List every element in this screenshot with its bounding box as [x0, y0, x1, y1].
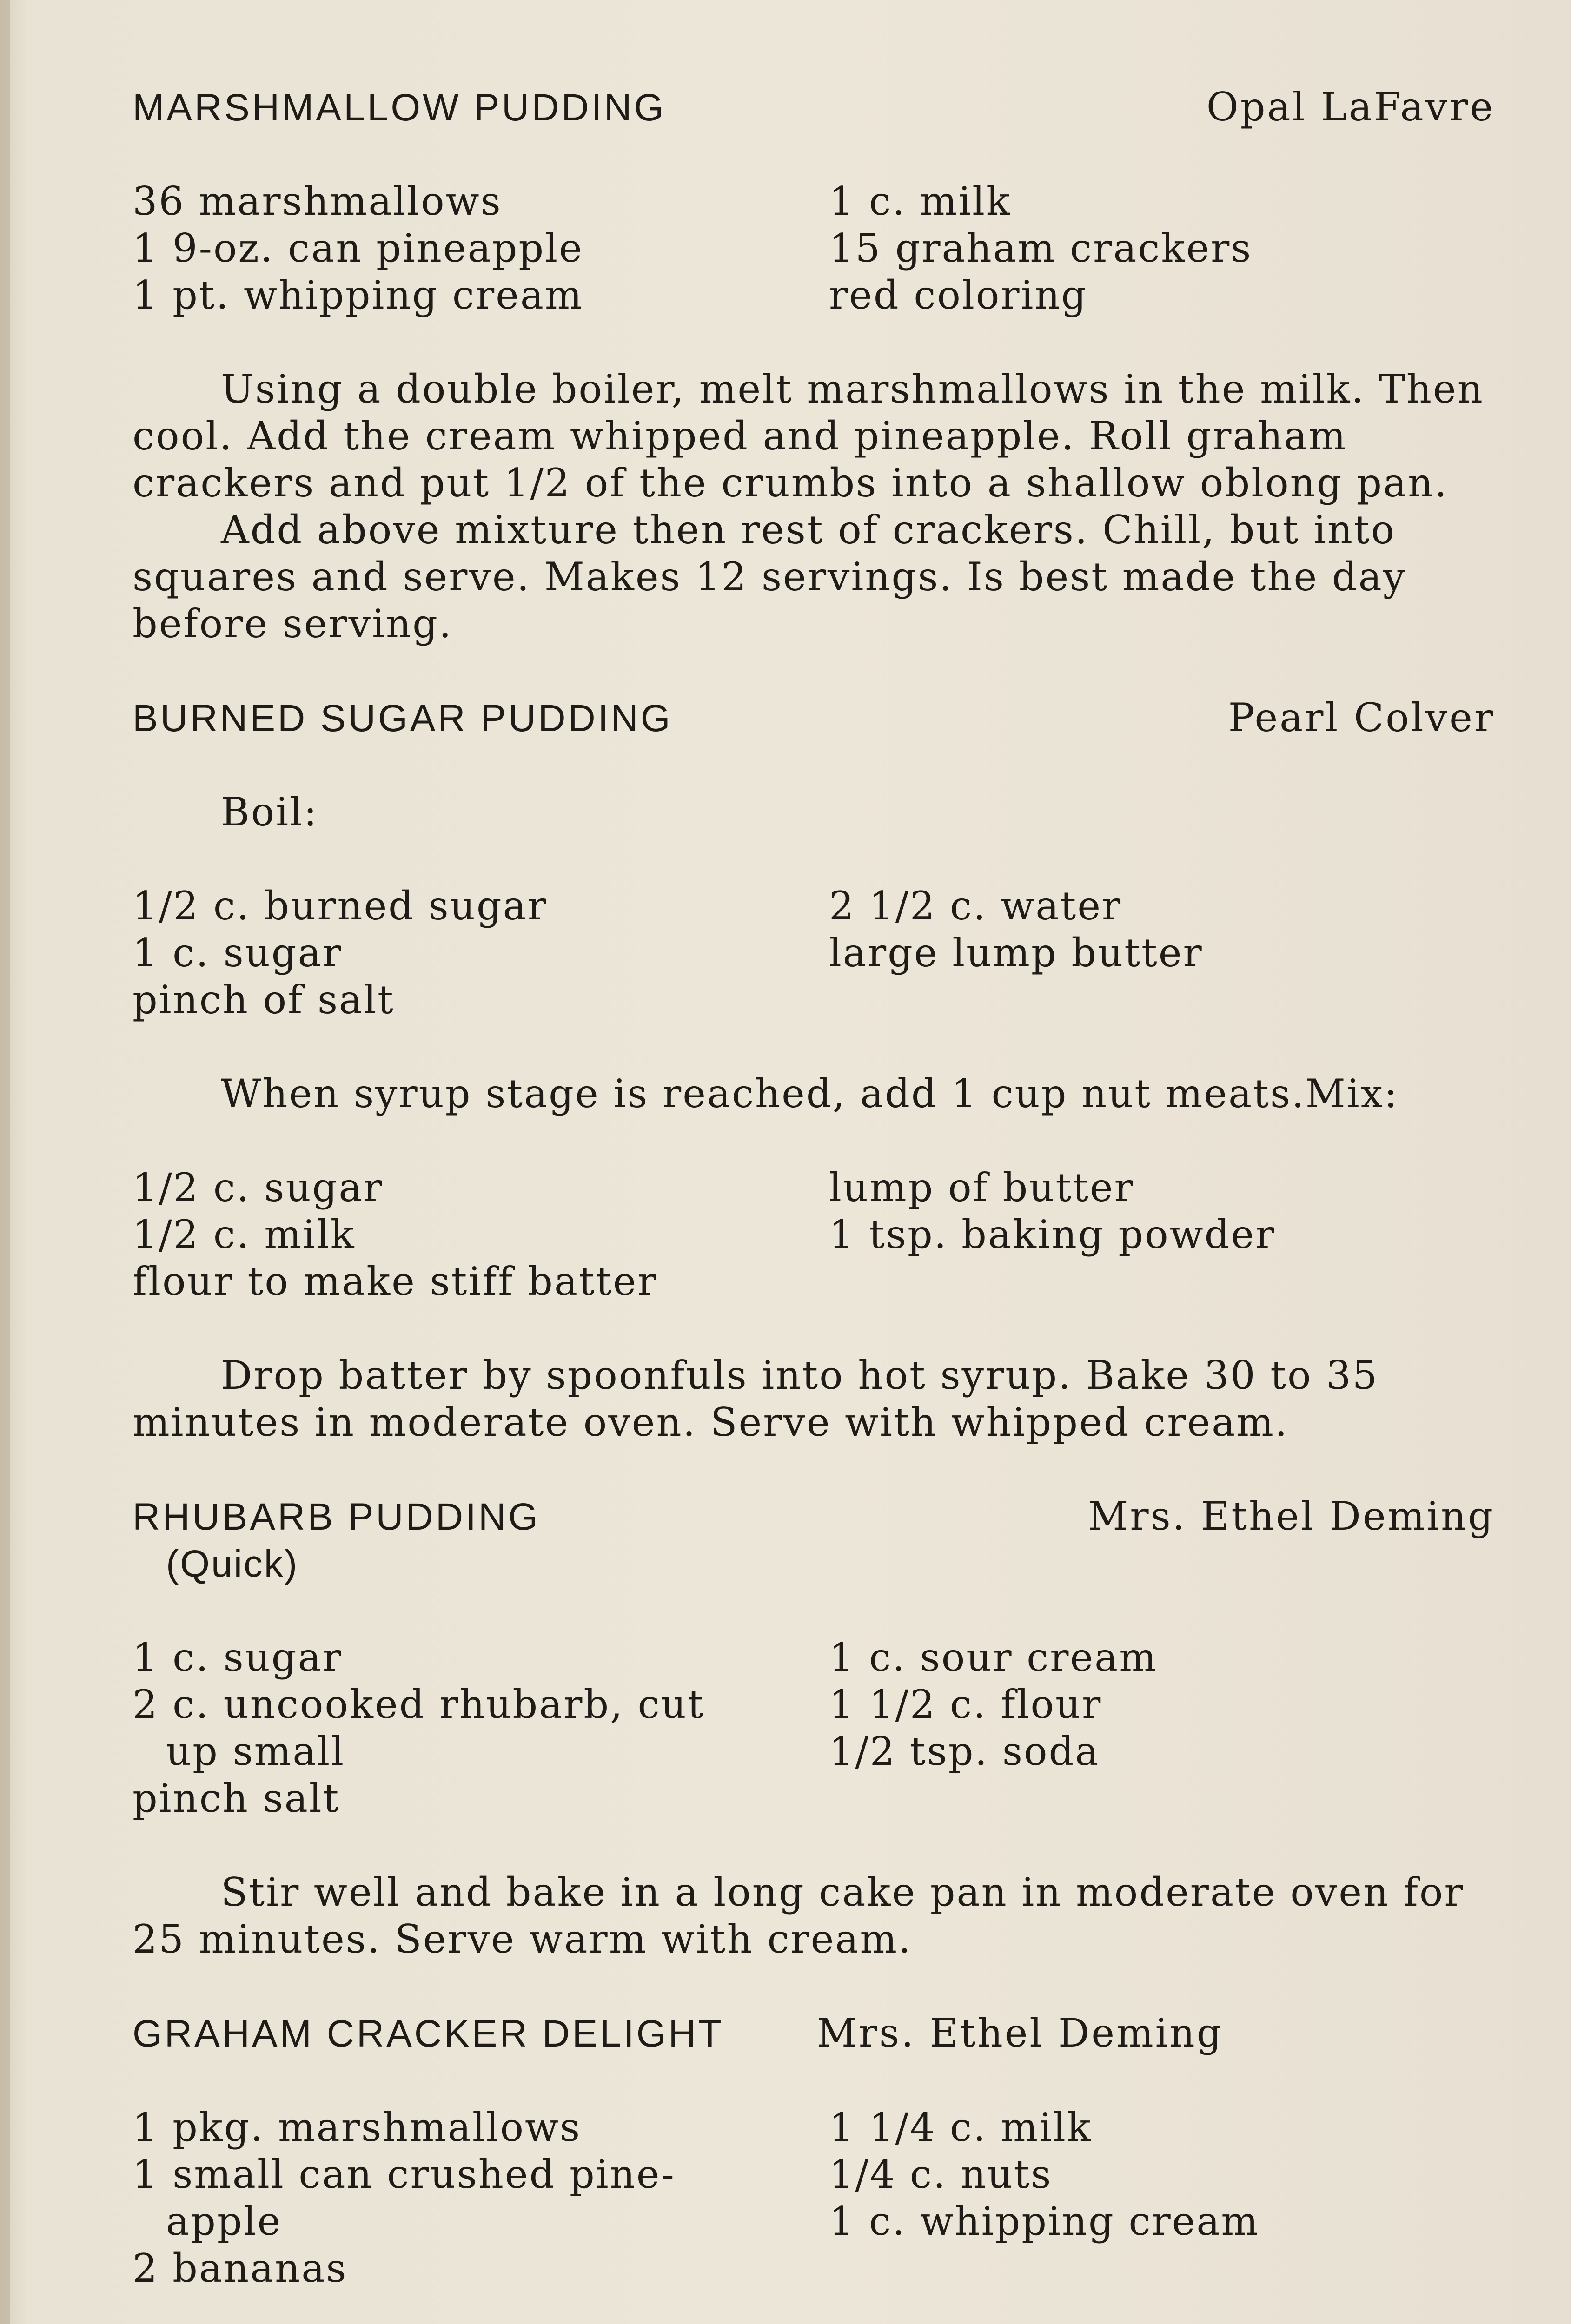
ingredient: pinch salt	[133, 1776, 340, 1821]
ingredients-list	[133, 2104, 1495, 2292]
ingredient: 1 tsp. baking powder	[829, 1212, 1276, 1257]
ingredient: 1/2 c. sugar	[133, 1165, 384, 1210]
ingredient	[829, 2245, 1495, 2292]
ingredient: pinch of salt	[133, 977, 395, 1023]
ingredient: up small	[166, 1729, 345, 1774]
ingredients-list	[133, 178, 1495, 319]
instructions-paragraph: Add above mixture then rest of crackers. Chill, but into squares and serve. Makes 12 servings. Is best made the day before serving.	[133, 507, 1407, 647]
ingredient: 1 c. sugar	[133, 930, 343, 976]
recipe-marshmallow-pudding	[133, 84, 1495, 647]
recipe-author: Mrs. Ethel Deming	[816, 2010, 1224, 2056]
ingredient: 1 c. milk	[829, 178, 1011, 224]
ingredient	[829, 1258, 1495, 1305]
instructions-paragraph: Drop batter by spoonfuls into hot syrup. Bake 30 to 35 minutes in moderate oven. Serve with whipped cream.	[133, 1353, 1379, 1445]
ingredient: 1 pt. whipping cream	[133, 272, 583, 318]
ingredient: flour to make stiff batter	[133, 1259, 658, 1304]
recipe-header	[133, 694, 1495, 742]
ingredient: 2 bananas	[133, 2245, 348, 2291]
ingredient: large lump butter	[829, 930, 1203, 976]
page-content	[133, 84, 1495, 2292]
recipe-burned-sugar-pudding	[133, 694, 1495, 1446]
recipe-graham-cracker-delight	[133, 2010, 1495, 2292]
ingredient: red coloring	[829, 272, 1088, 318]
ingredient: 1 pkg. marshmallows	[133, 2105, 582, 2150]
ingredient: 1/2 c. burned sugar	[133, 883, 548, 929]
ingredients-list	[133, 883, 1495, 1023]
ingredient: 1 9-oz. can pineapple	[133, 225, 583, 271]
instructions-paragraph: Stir well and bake in a long cake pan in moderate oven for 25 minutes. Serve warm with cream.	[133, 1869, 1465, 1962]
ingredient: 1/4 c. nuts	[829, 2152, 1053, 2197]
recipe-author: Opal LaFavre	[1206, 84, 1495, 130]
ingredient: 1 c. sugar	[133, 1635, 343, 1680]
instructions-line: When syrup stage is reached, add 1 cup nut meats.Mix:	[221, 1071, 1399, 1116]
ingredients-list	[133, 1634, 1495, 1822]
ingredient: lump of butter	[829, 1165, 1134, 1210]
recipe-title: BURNED SUGAR PUDDING	[133, 697, 673, 739]
recipe-author: Pearl Colver	[1228, 695, 1495, 740]
recipe-author: Mrs. Ethel Deming	[1088, 1493, 1495, 1539]
instructions-paragraph: Using a double boiler, melt marshmallows in the milk. Then cool. Add the cream whipped and pineapple. Roll graham crackers and put 1/2 of the crumbs into a shallow oblong pan.	[133, 366, 1484, 506]
ingredient: 1/2 c. milk	[133, 1212, 356, 1257]
recipe-header	[133, 2010, 1495, 2057]
recipe-rhubarb-pudding	[133, 1493, 1495, 1963]
ingredient	[829, 1775, 1495, 1822]
ingredient: 1 c. sour cream	[829, 1635, 1158, 1680]
recipe-header	[133, 84, 1495, 131]
ingredient: 2 1/2 c. water	[829, 883, 1122, 929]
recipe-title: RHUBARB PUDDING	[133, 1496, 540, 1538]
recipe-header	[133, 1493, 1495, 1540]
page-binding-edge	[0, 0, 10, 2324]
ingredient: 15 graham crackers	[829, 225, 1253, 271]
ingredients-list	[133, 1164, 1495, 1305]
recipe-title: GRAHAM CRACKER DELIGHT	[133, 2013, 724, 2055]
recipe-title: MARSHMALLOW PUDDING	[133, 86, 666, 129]
ingredient: apple	[166, 2199, 282, 2244]
ingredient: 1 1/2 c. flour	[829, 1682, 1102, 1727]
ingredient: 1 1/4 c. milk	[829, 2105, 1092, 2150]
ingredient	[829, 977, 1495, 1023]
recipe-subtitle: (Quick)	[166, 1543, 299, 1585]
ingredient: 2 c. uncooked rhubarb, cut	[133, 1682, 705, 1727]
boil-label: Boil:	[221, 789, 318, 835]
ingredient: 36 marshmallows	[133, 178, 502, 224]
ingredient: 1 small can crushed pine-	[133, 2152, 676, 2197]
ingredient: 1 c. whipping cream	[829, 2199, 1260, 2244]
ingredient: 1/2 tsp. soda	[829, 1729, 1100, 1774]
